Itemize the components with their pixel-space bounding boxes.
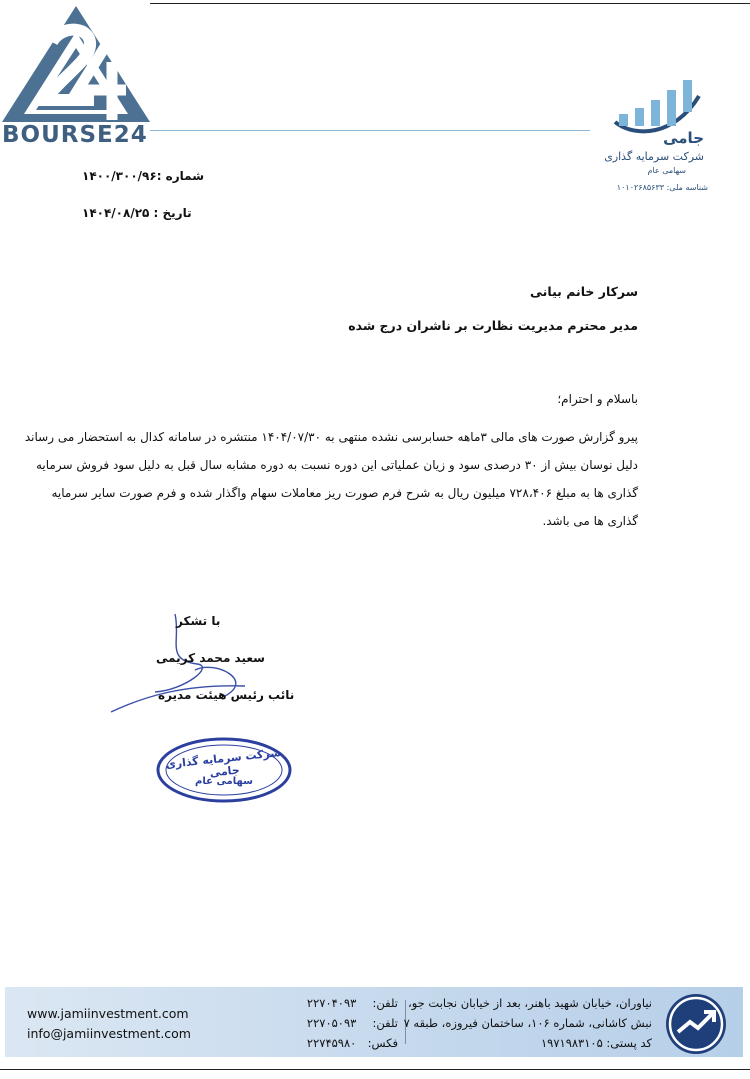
signature-thanks: با تشکر: [176, 614, 221, 628]
stamp-text-type: سهامی عام: [195, 776, 253, 787]
letter-date: تاریخ : ۱۴۰۴/۰۸/۲۵: [82, 206, 192, 220]
bottom-rule: [0, 1069, 750, 1070]
phone-label: تلفن:: [372, 996, 398, 1010]
company-type: سهامی عام: [647, 166, 686, 175]
signatory-name: سعید محمد کریمی: [156, 651, 265, 665]
fax-label: فکس:: [367, 1036, 398, 1050]
company-national-id: شناسه ملی: ۱۰۱۰۲۶۸۵۶۳۳: [616, 183, 708, 192]
footer-website-link[interactable]: www.jamiinvestment.com: [27, 1006, 189, 1021]
footer-address-line: نبش کاشانی، شماره ۱۰۶، ساختمان فیروزه، طبقه ۷: [403, 1016, 652, 1030]
fax-value: ۲۲۷۴۵۹۸۰: [306, 1036, 357, 1050]
greeting: باسلام و احترام؛: [557, 392, 638, 406]
letter-body: [24, 423, 638, 535]
trend-badge-icon: [664, 992, 728, 1056]
footer-phone-1: [288, 996, 398, 1010]
body-line: گذاری ها می باشد.: [542, 514, 638, 528]
signatory-role: نائب رئیس هیئت مدیره: [158, 688, 295, 702]
phone-value: ۲۲۷۰۵۰۹۳: [306, 1016, 357, 1030]
phone-value: ۲۲۷۰۴۰۹۳: [306, 996, 357, 1010]
footer-address-line: نیاوران، خیابان شهید باهنر، بعد از خیابان نجابت جو،: [408, 996, 652, 1010]
body-line: دلیل نوسان بیش از ۳۰ درصدی سود و زیان عملیاتی این دوره نسبت به دوره مشابه سال قبل به دلیل سود فروش سرمایه: [35, 458, 638, 472]
footer-phone-2: [288, 1016, 398, 1030]
recipient-title: مدیر محترم مدیریت نظارت بر ناشران درج شده: [348, 318, 638, 333]
company-full-name: شرکت سرمایه گذاری: [604, 150, 704, 163]
letter-number: شماره :۱۴۰۰/۳۰۰/۹۶: [82, 169, 205, 183]
stamp-text-company: شرکت سرمایه گذاری جامی: [165, 746, 282, 780]
recipient-name: سرکار خانم بیانی: [530, 284, 638, 299]
header-divider: [150, 130, 590, 131]
body-line: گذاری ها به مبلغ ۷۲۸،۴۰۶ میلیون ریال به شرح فرم صورت ریز معاملات سهام واگذار شده و فرم صورت سایر سرمایه: [51, 486, 638, 500]
footer-email-link[interactable]: info@jamiinvestment.com: [27, 1026, 191, 1041]
phone-label: تلفن:: [372, 1016, 398, 1030]
top-rule: [150, 3, 750, 4]
footer-postal-code: کد پستی: ۱۹۷۱۹۸۳۱۰۵: [541, 1036, 652, 1050]
bourse24-brand-text: BOURSE24: [2, 122, 148, 148]
footer-fax: [288, 1036, 398, 1050]
company-short-name: جامی: [663, 129, 704, 147]
body-line: پیرو گزارش صورت های مالی ۳ماهه حسابرسی نشده منتهی به ۱۴۰۴/۰۷/۳۰ منتشره در سامانه کدال به استحضار می رساند: [24, 430, 638, 444]
